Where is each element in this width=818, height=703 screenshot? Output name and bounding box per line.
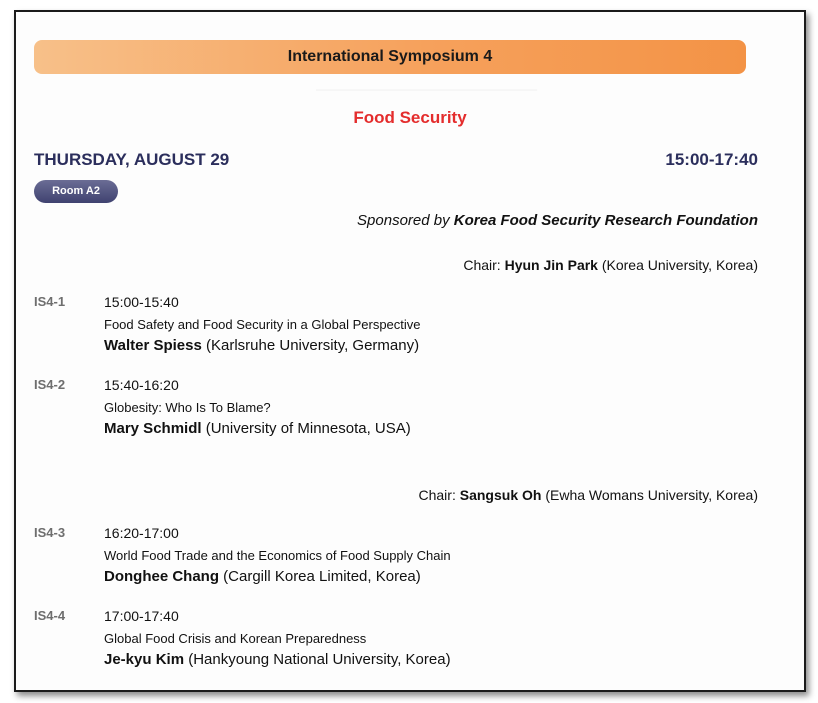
chair-label: Chair: [418, 487, 456, 503]
chair-label: Chair: [463, 257, 501, 273]
talk-speaker [104, 337, 419, 354]
chair-line [419, 487, 759, 503]
talk-code: IS4-4 [34, 608, 66, 623]
program-page [14, 10, 806, 692]
speaker-name: Je-kyu Kim [104, 651, 185, 668]
session-subtitle: Food Security [353, 108, 467, 127]
talk-time: 16:20-17:00 [104, 525, 179, 541]
talk-time: 17:00-17:40 [104, 608, 179, 624]
talk-code: IS4-3 [34, 525, 66, 540]
talk-speaker [104, 568, 421, 585]
talk-time: 15:40-16:20 [104, 377, 179, 393]
speaker-name: Donghee Chang [104, 568, 219, 585]
show-through-texture: ──────────────────────── [316, 82, 538, 97]
talk-title: Globesity: Who Is To Blame? [104, 400, 271, 415]
talk-speaker [104, 651, 451, 668]
speaker-affiliation: (Karlsruhe University, Germany) [206, 337, 420, 354]
talk-code: IS4-2 [34, 377, 66, 392]
sponsor-prefix: Sponsored by [357, 212, 450, 229]
sponsor-name: Korea Food Security Research Foundation [453, 212, 758, 229]
session-date: THURSDAY, AUGUST 29 [34, 150, 230, 169]
sponsor-line [357, 212, 758, 229]
speaker-name: Walter Spiess [104, 337, 202, 354]
session-time: 15:00-17:40 [665, 150, 758, 169]
talk-title: World Food Trade and the Economics of Food Supply Chain [104, 548, 451, 563]
chair-name: Hyun Jin Park [504, 257, 598, 273]
symposium-banner: International Symposium 4 [34, 40, 746, 74]
talk-title: Food Safety and Food Security in a Global Perspective [104, 317, 421, 332]
chair-affiliation: (Ewha Womans University, Korea) [545, 487, 758, 503]
speaker-affiliation: (Cargill Korea Limited, Korea) [223, 568, 421, 585]
chair-line [463, 257, 758, 273]
talk-speaker [104, 420, 411, 437]
talk-title: Global Food Crisis and Korean Preparedness [104, 631, 367, 646]
room-badge: Room A2 [34, 180, 118, 203]
talk-code: IS4-1 [34, 294, 66, 309]
chair-affiliation: (Korea University, Korea) [601, 257, 758, 273]
speaker-affiliation: (University of Minnesota, USA) [205, 420, 411, 437]
chair-name: Sangsuk Oh [459, 487, 542, 503]
speaker-affiliation: (Hankyoung National University, Korea) [188, 651, 451, 668]
talk-time: 15:00-15:40 [104, 294, 179, 310]
speaker-name: Mary Schmidl [104, 420, 202, 437]
